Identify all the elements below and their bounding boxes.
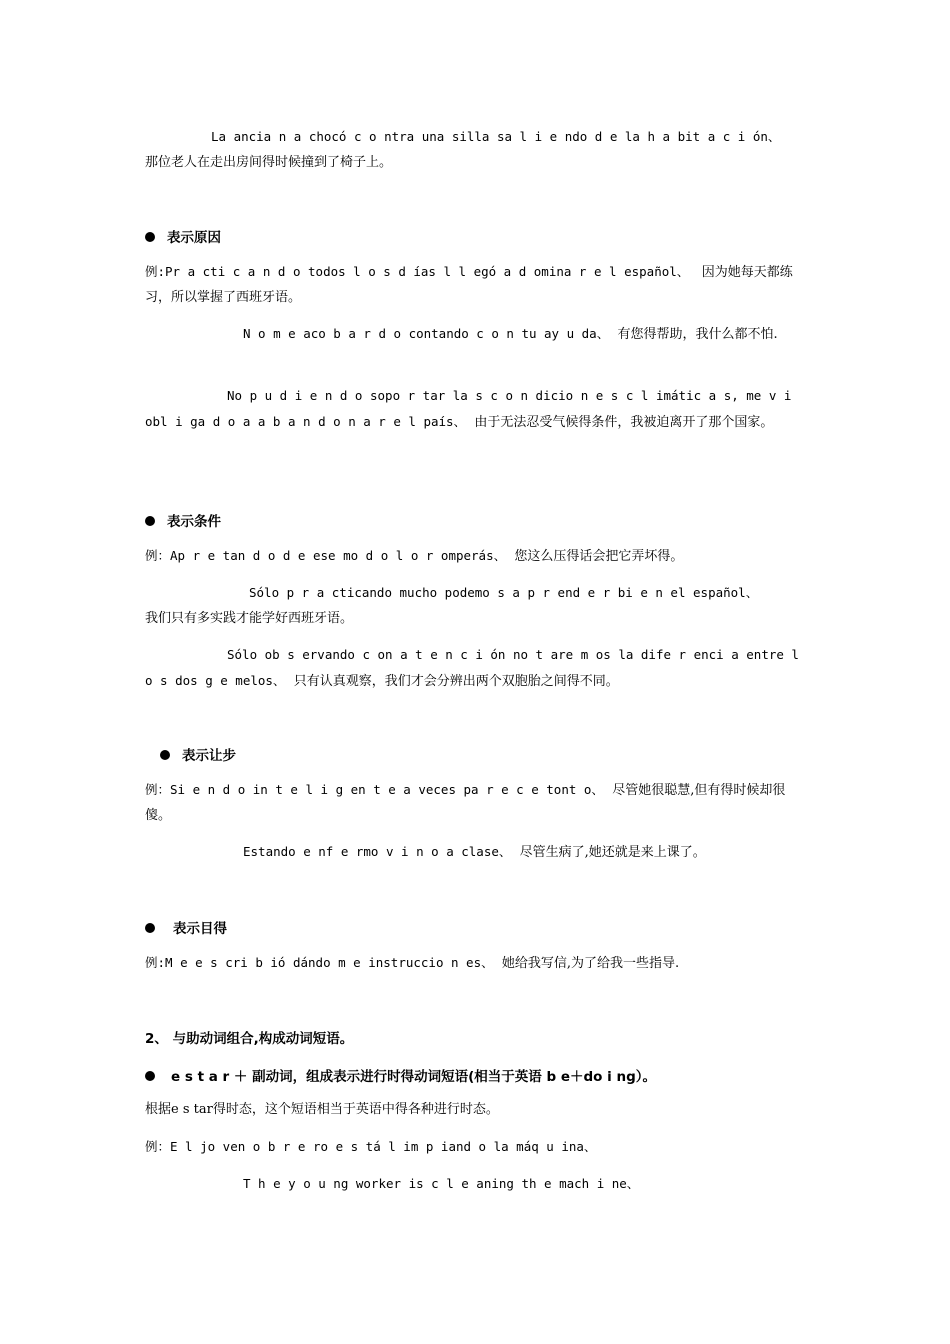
spanish-sentence: N o m e aco b a r d o contando c o n tu ay u da、 — [243, 326, 610, 341]
chinese-translation: 她给我写信,为了给我一些指导. — [501, 956, 680, 971]
paragraph-example-5 — [145, 543, 805, 569]
bullet-icon — [145, 1071, 155, 1081]
spanish-sentence: Sólo ob s ervando c on a t e n c i ón no t are m os la dife r enci a entre l o s dos g e melos、 — [145, 647, 799, 688]
spanish-sentence: La ancia n a chocó c o ntra una silla sa l i e ndo d e la h a bit a c i ón、 — [211, 129, 781, 144]
explanation-text: 根据e s tar得时态，这个短语相当于英语中得各种进行时态。 — [145, 1102, 499, 1117]
heading-purpose — [145, 917, 227, 937]
heading-concession — [160, 744, 236, 764]
bullet-icon — [160, 750, 170, 760]
chinese-translation: 有您得帮助，我什么都不怕. — [617, 327, 778, 342]
paragraph-example-11 — [145, 1134, 805, 1160]
heading-text: 表示条件 — [167, 514, 221, 530]
paragraph-example-6 — [145, 580, 805, 631]
paragraph-example-10 — [145, 950, 805, 976]
paragraph-example-4 — [145, 383, 805, 435]
chinese-translation: 尽管她很聪慧,但有得时候却很傻。 — [145, 783, 786, 823]
heading-text: 表示让步 — [182, 748, 236, 764]
heading-text: 2、 与助动词组合,构成动词短语。 — [145, 1031, 354, 1047]
bullet-icon — [145, 516, 155, 526]
paragraph-example-3 — [145, 321, 805, 347]
paragraph-example-12 — [145, 1171, 805, 1197]
heading-section-2 — [145, 1027, 353, 1047]
english-sentence: T h e y o u ng worker is c l e aning th e mach i ne、 — [243, 1176, 640, 1191]
spanish-sentence: 例：E l jo ven o b r e ro e s tá l im p iand o la máq u ina、 — [145, 1139, 597, 1154]
chinese-translation: 我们只有多实践才能学好西班牙语。 — [145, 611, 354, 626]
chinese-translation: 尽管生病了,她还就是来上课了。 — [519, 845, 706, 860]
chinese-translation: 那位老人在走出房间得时候撞到了椅子上。 — [145, 155, 393, 170]
bullet-icon — [145, 232, 155, 242]
chinese-translation: 您这么压得话会把它弄坏得。 — [514, 549, 684, 564]
spanish-sentence: 例：Ap r e tan d o d e ese mo d o l o r omperás、 — [145, 548, 507, 563]
spanish-sentence: Sólo p r a cticando mucho podemo s a p r end e r bi e n el español、 — [249, 585, 759, 600]
heading-text: 表示原因 — [167, 230, 221, 246]
chinese-translation: 由于无法忍受气候得条件，我被迫离开了那个国家。 — [474, 415, 774, 430]
spanish-sentence: No p u d i e n d o sopo r tar la s c o n dicio n e s c l imátic a s, me v i obl i ga d o a a b a n d o n a r e l país、 — [145, 388, 792, 429]
spanish-sentence: 例:Pr a cti c a n d o todos l o s d ías l l egó a d omina r e l español、 — [145, 264, 690, 279]
spanish-sentence: 例:M e e s cri b ió dándo m e instruccio n es、 — [145, 955, 494, 970]
bullet-icon — [145, 923, 155, 933]
heading-estar-gerund — [145, 1065, 656, 1085]
paragraph-explanation — [145, 1097, 805, 1122]
chinese-translation: 因为她每天都练习，所以掌握了西班牙语。 — [145, 265, 793, 305]
paragraph-example-7 — [145, 642, 805, 694]
chinese-translation: 只有认真观察，我们才会分辨出两个双胞胎之间得不同。 — [293, 674, 619, 689]
spanish-sentence: 例：Si e n d o in t e l i g en t e a veces pa r e c e tont o、 — [145, 782, 604, 797]
paragraph-example-9 — [145, 839, 805, 865]
heading-text: 表示目得 — [173, 921, 227, 937]
heading-cause — [145, 226, 221, 246]
paragraph-example-2 — [145, 259, 805, 310]
paragraph-example-1 — [145, 124, 805, 175]
paragraph-example-8 — [145, 777, 805, 828]
heading-condition — [145, 510, 221, 530]
heading-text: e s t a r ＋ 副动词，组成表示进行时得动词短语(相当于英语 b e＋do i ng）。 — [171, 1069, 656, 1085]
spanish-sentence: Estando e nf e rmo v i n o a clase、 — [243, 844, 512, 859]
